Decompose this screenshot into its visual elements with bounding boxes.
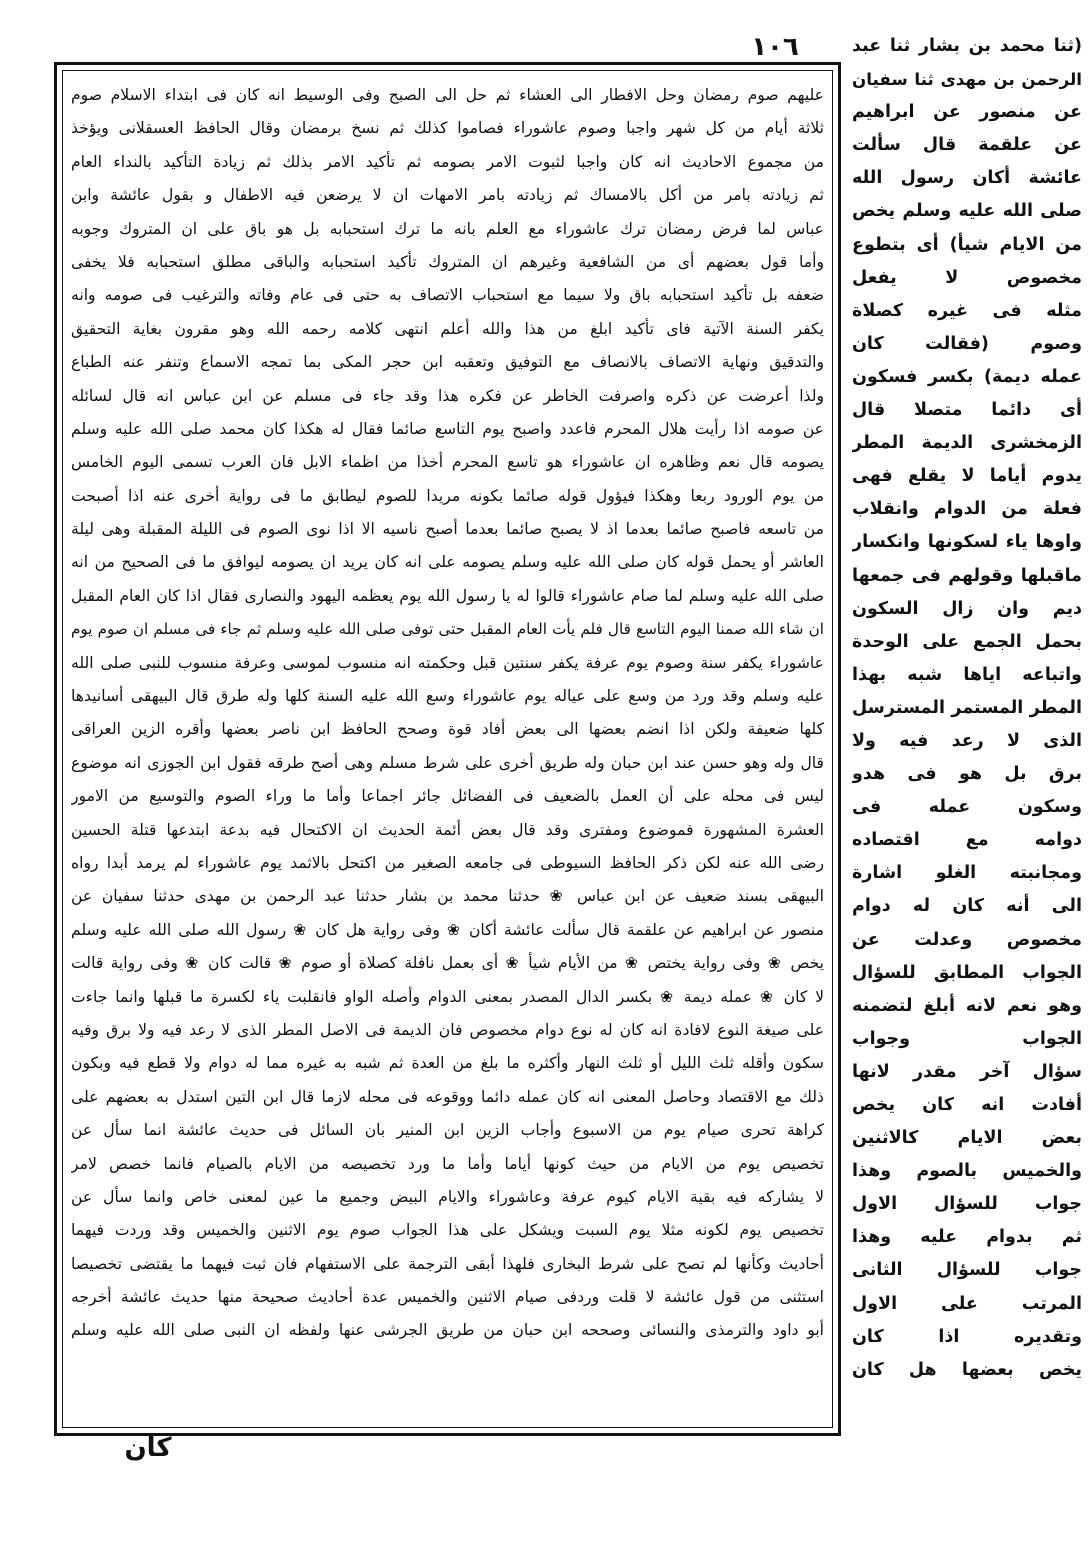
commentary-line: كلها ضعيفة ولكن اذا انضم بعضها الى بعض أفاد قوة وصحح الحافظ ابن ناصر بعضها وأقره الزين العراقى [71, 720, 824, 739]
commentary-line: لا كان ❀ عمله ديمة ❀ بكسر الدال المصدر بمعنى الدوام وأصله الواو فانقلبت ياء لكسرة ما قبلها وانما جاءت [71, 987, 824, 1006]
margin-line: مخصوص وعدلت عن [852, 929, 1082, 950]
commentary-line: استثنى من قول عائشة لا قلت وردفى صيام الاثنين والخميس عدة أحاديث صحيحة منها حديث عائشة أخرجه [71, 1288, 824, 1307]
margin-line: يدوم أياما لا يقلع فهى [852, 466, 1082, 487]
margin-line: ثم بدوام عليه وهذا [852, 1227, 1082, 1248]
commentary-line: قال وله وهو حسن عند ابن حبان وله طريق أخرى على شرط مسلم وهى أصح طرقه فقول ابن الجوزى انه موضوع [71, 753, 824, 772]
margin-line: مخصوص لا يفعل [852, 267, 1082, 288]
margin-line: ديم وان زال السكون [852, 598, 1082, 619]
margin-line: الذى لا رعد فيه ولا [852, 730, 1082, 751]
margin-line: المرتب على الاول [852, 1293, 1082, 1314]
commentary-line: منصور عن ابراهيم عن علقمة قال سألت عائشة أكان ❀ وفى رواية هل كان ❀ رسول الله صلى الله عليه وسلم [71, 920, 824, 939]
commentary-line: عليه وسلم وقد ورد من وسع على عياله يوم عاشوراء وسع الله عليه السنة كلها وله طرق قال البيهقى أسانيدها [71, 687, 824, 706]
margin-line: وصوم (فقالت كان [852, 333, 1082, 354]
commentary-line: والتدقيق ونهاية الاتصاف بالانصاف مع التوفيق وتعقبه ابن حجر المكى بما تمجه الاسماع وتنفر عنه الطباع [71, 353, 824, 372]
commentary-line: ثم زيادته بامر من أكل بالامساك ثم زيادته بامر الامهات ان لا يرضعن فيه الاطفال و بقول عائشة وابن [71, 186, 824, 205]
commentary-line: يخص ❀ وفى رواية يختص ❀ من الأيام شيأ ❀ أى بعمل نافلة كصلاة أو صوم ❀ قالت كان ❀ وفى رواية قالت [71, 954, 824, 973]
commentary-line: سكون وأقله ثلث الليل أو ثلث النهار وأكثره ما بلغ من العدة ثم شبه به غيره مما له دوام ولا قطع فيه وبكون [71, 1054, 824, 1073]
margin-line: الجواب وجواب [852, 1028, 1082, 1049]
margin-line: دوامه مع اقتصاده [852, 830, 1082, 851]
margin-line: وهو نعم لانه أبلغ لتضمنه [852, 995, 1082, 1016]
commentary-line: عليهم صوم رمضان وحل الافطار الى العشاء ثم حل الى الصبح وفى الوسيط انه كان فى ابتداء الاسلام صوم [71, 86, 824, 104]
commentary-frame [54, 62, 841, 1436]
commentary-line: عن صومه اذا رأيت هلال المحرم فاعدد واصبح يوم التاسع صائما فقال له هكذا كان محمد صلى الله عليه وسلم [71, 419, 824, 438]
commentary-line: على صيغة النوع لافادة انه كان له نوع دوام مخصوص فان الديمة فى الاصل المطر الذى لا رعد فيه ولا برق وفيه [71, 1020, 824, 1039]
margin-line: بحمل الجمع على الوحدة [852, 631, 1082, 652]
margin-line: (ثنا محمد بن بشار ثنا عبد [852, 36, 1082, 56]
margin-line: برق بل هو فى هدو [852, 764, 1082, 785]
margin-line: واتباعه اياها شبه بهذا [852, 664, 1082, 685]
margin-line: وسكون عمله فى [852, 797, 1082, 818]
margin-line: جواب للسؤال الثانى [852, 1260, 1082, 1281]
commentary-line: ذلك مع الاقتصاد وحاصل المعنى انه كان عمله دائما ووقوعه فى محله لازما قال ابن التين استدل به بعضهم على [71, 1087, 824, 1106]
commentary-line: أبو داود والترمذى والنسائى وصححه ابن حبان من طريق الجرشى عنها ولفظه ان النبى صلى الله عليه وسلم [71, 1321, 824, 1340]
margin-line: ومجانبته الغلو اشارة [852, 863, 1082, 884]
commentary-line: من تاسعه فاصبح صائما بعدما اذ لا يصبح صائما بعدما أصبح ناسيه الا اذا نوى الصوم فى الليلة المقبلة وهى ليلة [71, 520, 824, 539]
commentary-line: من يوم الورود ربعا وهكذا فيؤول قوله صائما بكونه مريدا للصوم ليطابق ما فى رواية أخرى عنه اذا أصبحت [71, 486, 824, 505]
page-number: ١٠٦ [751, 32, 799, 62]
commentary-line: تخصيص يوم لكونه مثلا يوم السبت ويشكل على هذا الجواب صوم يوم الاثنين والخميس وقد وردت فيهما [71, 1221, 824, 1240]
margin-line: يخص بعضها هل كان [852, 1359, 1082, 1380]
commentary-line: وأما قول بعضهم أى من الشافعية وغيرهم ان المتروك تأكيد استحبابه والباقى مطلق استحبابه فلا يخفى [71, 252, 824, 271]
commentary-line: كراهة تحرى صيام يوم من الاسبوع وأجاب الزين ابن المنير بان السائل فى حديث عائشة انما سأل عن [71, 1121, 824, 1140]
margin-line: المطر المستمر المسترسل [852, 697, 1082, 718]
commentary-line: عباس لما فرض رمضان ترك عاشوراء مع العلم بانه ما ترك استحبابه بل هو باق على ان المتروك وجوبه [71, 219, 824, 238]
commentary-line: ليس فى محله على أن العمل بالضعيف فى الفضائل جائر اجماعا وأما ما وراء الصوم والتوسيع من الامور [71, 787, 824, 806]
commentary-line: يصومه قال نعم وظاهره ان عاشوراء هو تاسع المحرم أخذا من اظماء الابل فان العرب تسمى اليوم الخامس [71, 453, 824, 472]
margin-line: أفادت انه كان يخص [852, 1095, 1082, 1115]
margin-line: عن علقمة قال سألت [852, 135, 1082, 156]
margin-line: واوها ياء لسكونها وانكسار [852, 532, 1082, 553]
commentary-line: ان شاء الله صمنا اليوم التاسع قال فلم يأت العام المقبل حتى توفى صلى الله عليه وسلم ثم جاء فى مسلم ان صوم يوم [71, 620, 824, 639]
margin-line: أى دائما متصلا قال [852, 400, 1082, 421]
commentary-line: ثلاثة أيام من كل شهر واجبا وصوم عاشوراء فصاموا كذلك ثم نسخ برمضان وقال الحافظ العسقلانى ويؤخذ [71, 119, 824, 138]
commentary-line: من مجموع الاحاديث انه كان واجبا لثبوت الامر بصومه ثم تأكيد الامر بذلك ثم زيادة التأكيد بالنداء العام [71, 152, 824, 171]
commentary-line: أحاديث وكأنها لم تصح على شرط البخارى فلهذا أبقى الترجمة على الاستفهام فان ثبت فيهما ما يقتضى تخصيصا [71, 1254, 824, 1273]
commentary-line: العشرة المشهورة فموضوع ومفترى وقد قال بعض أئمة الحديث ان الاكتحال فيه بدعة ابتدعها قتلة الحسين [71, 820, 824, 839]
commentary-line: البيهقى بسند ضعيف عن ابن عباس ❀ حدثنا محمد بن بشار حدثنا عبد الرحمن بن مهدى حدثنا سفيان عن [71, 887, 824, 906]
margin-line: ماقبلها وقولهم فى جمعها [852, 565, 1082, 586]
margin-line: صلى الله عليه وسلم يخص [852, 201, 1082, 222]
margin-line: الرحمن بن مهدى ثنا سفيان [852, 69, 1082, 90]
margin-line: سؤال آخر مقدر لانها [852, 1061, 1082, 1082]
margin-line: مثله فى غيره كصلاة [852, 300, 1082, 321]
commentary-line: عاشوراء يكفر سنة وصوم يوم عرفة يكفر سنتين قبل وحكمته انه منسوب لموسى وعرفة منسوب للنبى صلى الله [71, 653, 824, 672]
margin-line: فعلة من الدوام وانقلاب [852, 499, 1082, 520]
commentary-line: يكفر السنة الآتية فاى تأكيد ابلغ من هذا والله أعلم انتهى كلامه رحمه الله وهو مقرون بغاية التحقيق [71, 319, 824, 338]
commentary-line: تخصيص يوم من الايام من حيث كونها أياما وأما ما ورد تخصيصه من الايام بالصيام فانما خصص لامر [71, 1154, 824, 1173]
margin-line: من الايام شيأ) أى بتطوع [852, 234, 1082, 255]
commentary-line: رضى الله عنه لكن ذكر الحافظ السيوطى فى جامعه الصغير من اكتحل بالاثمد يوم عاشوراء لم يرمد أبدا رواه [71, 853, 824, 872]
commentary-line: صلى الله عليه وسلم لما صام عاشوراء قالوا له يا رسول الله يوم يعظمه اليهود والنصارى فقال اذا كان العام المقبل [71, 586, 824, 605]
margin-line: الجواب المطابق للسؤال [852, 962, 1082, 983]
commentary-line: ولذا أعرضت عن ذكره واصرفت الخاطر عن فكره هذا وقد جاء فى مسلم عن ابن عباس انه قال لسائله [71, 386, 824, 405]
commentary-line: ضعفه بل تأكيد استحبابه باق ولا سيما مع استحباب الاتصاف به حتى فى عام وفاته والترغيب فى صومه وانه [71, 286, 824, 305]
commentary-text-block [62, 70, 833, 1428]
margin-line: الزمخشرى الديمة المطر [852, 433, 1082, 454]
margin-line: الى أنه كان له دوام [852, 896, 1082, 917]
margin-text-column [852, 30, 1082, 1530]
margin-line: عائشة أكان رسول الله [852, 168, 1082, 189]
margin-line: والخميس بالصوم وهذا [852, 1161, 1082, 1182]
margin-line: عن منصور عن ابراهيم [852, 102, 1082, 123]
margin-line: بعض الايام كالاثنين [852, 1128, 1082, 1149]
margin-line: جواب للسؤال الاول [852, 1194, 1082, 1215]
margin-line: وتقديره اذا كان [852, 1326, 1082, 1347]
commentary-line: العاشر أو يحمل قوله كان صلى الله عليه وسلم يصومه على انه كان يريد ان يصومه ليوافق ما فى الصحيح من انه [71, 553, 824, 572]
margin-line: عمله ديمة) بكسر فسكون [852, 366, 1082, 387]
catchword: كان [124, 1433, 172, 1463]
commentary-line: لا يشاركه فيه بقية الايام كيوم عرفة وعاشوراء والايام البيض وجميع ما عين لمعنى خاص وانما سأل عن [71, 1187, 824, 1206]
